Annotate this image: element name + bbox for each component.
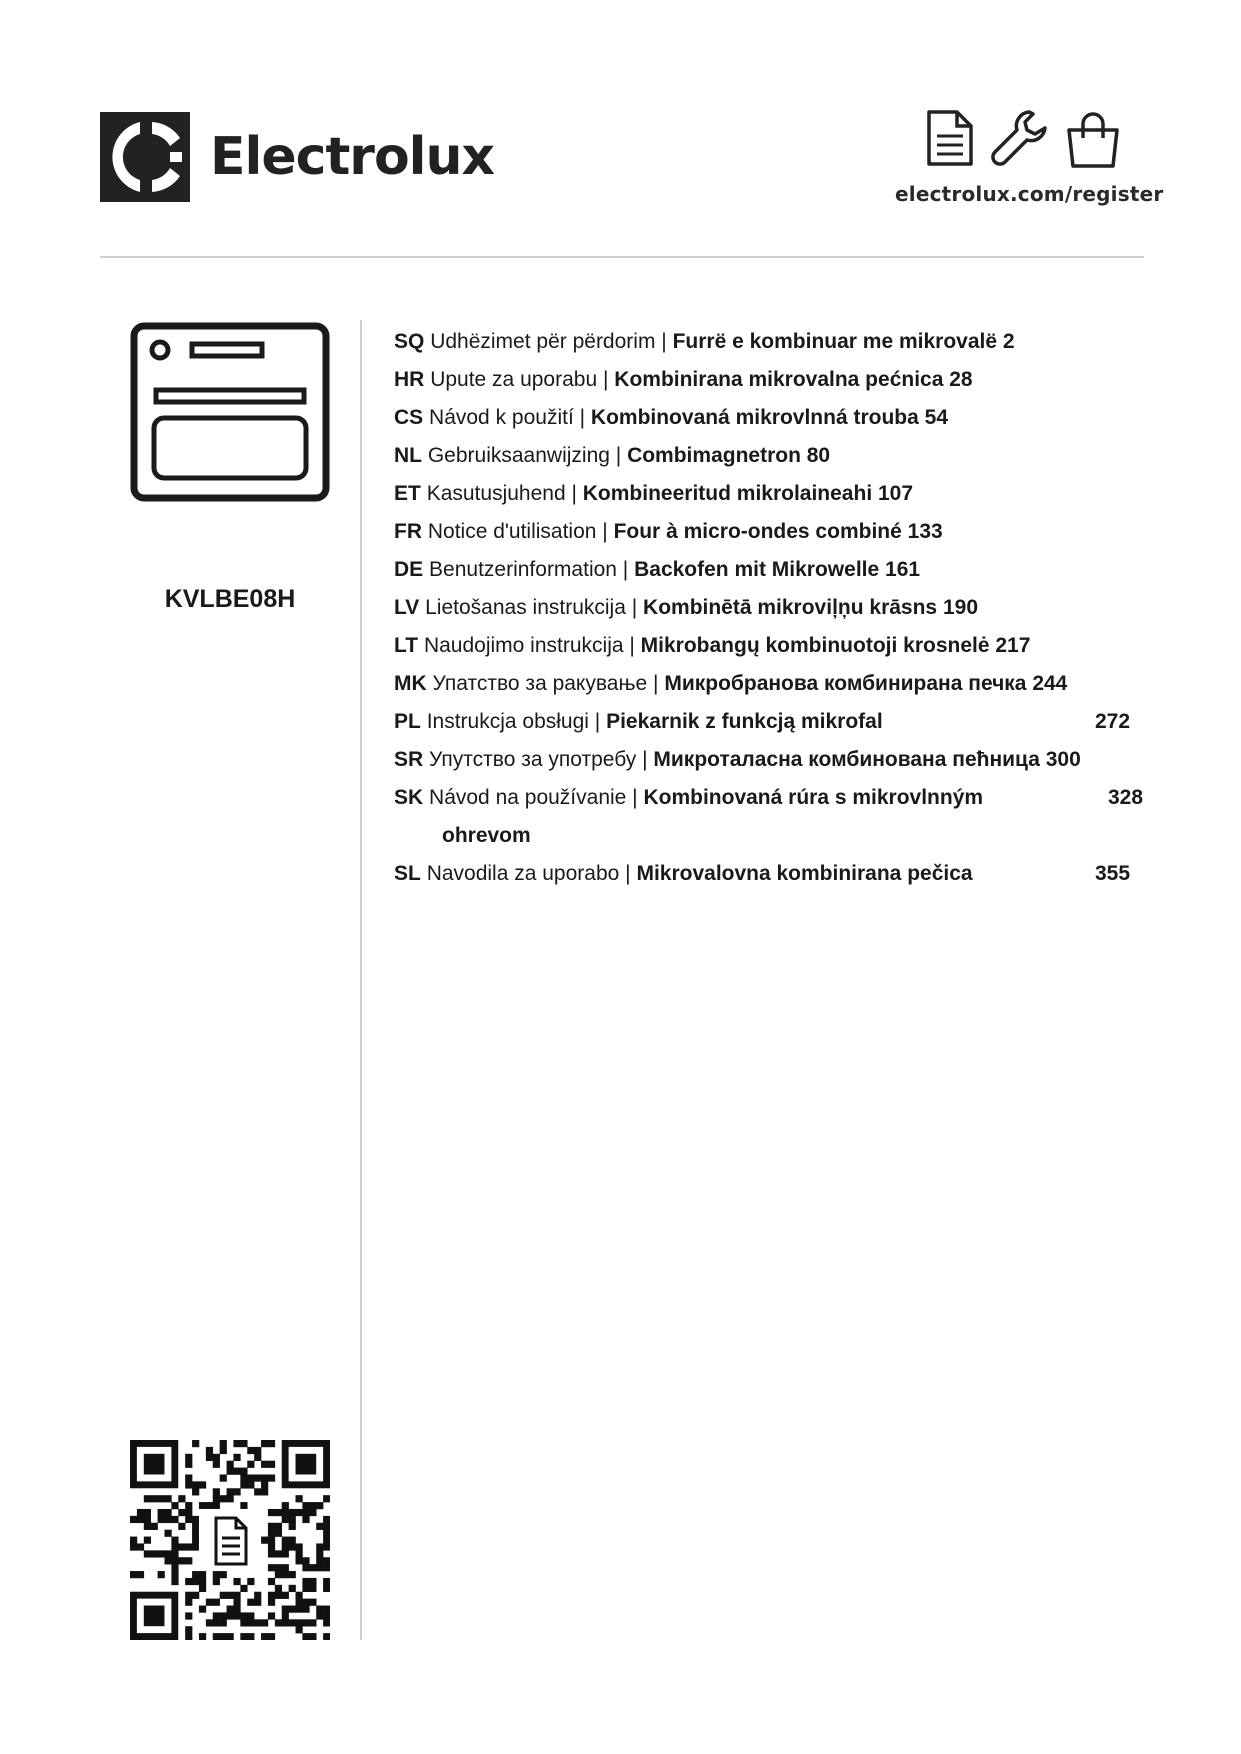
- page-number: 2: [1002, 330, 1015, 353]
- guide-name: Notice d'utilisation: [427, 520, 597, 543]
- language-code: DE: [394, 558, 424, 581]
- language-code: FR: [394, 520, 422, 543]
- wrench-icon: [989, 108, 1049, 168]
- page-number: 272: [1095, 710, 1131, 733]
- page-number: 28: [949, 368, 973, 391]
- toc-item-lv[interactable]: LV Lietošanas instrukcija | Kombinētā mikroviļņu krāsns 190: [394, 596, 979, 619]
- product-title: Kombineeritud mikrolaineahi: [582, 482, 873, 505]
- language-code: SQ: [394, 330, 425, 353]
- guide-name: Benutzerinformation: [429, 558, 617, 581]
- register-block: [895, 108, 1164, 206]
- column-divider: [360, 320, 362, 1640]
- toc-item-de[interactable]: DE Benutzerinformation | Backofen mit Mikrowelle 161: [394, 558, 921, 581]
- page-number: 107: [878, 482, 914, 505]
- guide-name: Navodila za uporabo: [426, 862, 620, 885]
- toc-item-sr[interactable]: SR Упутство за употребу | Микроталасна комбинована пећница 300: [394, 748, 1081, 771]
- page-number: 190: [942, 596, 979, 619]
- toc-item-sq[interactable]: SQ Udhëzimet për përdorim | Furrë e kombinuar me mikrovalë 2: [394, 330, 1015, 353]
- product-title: Piekarnik z funkcją mikrofal: [606, 710, 883, 733]
- toc-item-cs[interactable]: CS Návod k použití | Kombinovaná mikrovlnná trouba 54: [394, 406, 948, 429]
- page-number: 54: [924, 406, 948, 429]
- product-title: Kombinovaná rúra s mikrovlnným: [643, 786, 984, 809]
- toc-item-sk[interactable]: SK Návod na používanie | Kombinovaná rúra s mikrovlnným 328 ohrevom: [394, 779, 1154, 855]
- language-code: HR: [394, 368, 425, 391]
- brand-name: Electrolux: [210, 127, 495, 187]
- product-title: Kombinētā mikroviļņu krāsns: [643, 596, 938, 619]
- guide-name: Návod na používanie: [429, 786, 627, 809]
- toc-item-pl[interactable]: PL Instrukcja obsługi | Piekarnik z funkcją mikrofal 272: [394, 703, 1154, 741]
- language-code: SR: [394, 748, 424, 771]
- page-number: 244: [1032, 672, 1068, 695]
- language-code: PL: [394, 710, 421, 733]
- language-code: SK: [394, 786, 424, 809]
- toc-item-lt[interactable]: LT Naudojimo instrukcija | Mikrobangų kombinuotoji krosnelė 217: [394, 634, 1031, 657]
- product-title: Mikrovalovna kombinirana pečica: [636, 862, 973, 885]
- language-code: CS: [394, 406, 424, 429]
- product-title: Backofen mit Mikrowelle: [634, 558, 880, 581]
- product-title: Combimagnetron: [627, 444, 801, 467]
- page-number: 133: [907, 520, 943, 543]
- toc-item-nl[interactable]: NL Gebruiksaanwijzing | Combimagnetron 80: [394, 444, 831, 467]
- brand-logo: [100, 112, 494, 202]
- language-code: LT: [394, 634, 419, 657]
- document-icon: [925, 108, 975, 168]
- product-title-continued: ohrevom: [442, 824, 531, 847]
- language-code: NL: [394, 444, 422, 467]
- header-divider: [100, 256, 1144, 258]
- guide-name: Udhëzimet për përdorim: [430, 330, 656, 353]
- page-number: 300: [1045, 748, 1081, 771]
- toc-item-sl[interactable]: SL Navodila za uporabo | Mikrovalovna kombinirana pečica 355: [394, 855, 1154, 893]
- shopping-bag-icon: [1063, 108, 1123, 170]
- product-title: Mikrobangų kombinuotoji krosnelė: [640, 634, 990, 657]
- product-title: Микробранова комбинирана печка: [664, 672, 1027, 695]
- product-title: Furrë e kombinuar me mikrovalë: [672, 330, 998, 353]
- guide-name: Gebruiksaanwijzing: [427, 444, 610, 467]
- guide-name: Упутство за употребу: [429, 748, 637, 771]
- language-code: ET: [394, 482, 421, 505]
- qr-code[interactable]: [130, 1440, 330, 1640]
- toc-item-fr[interactable]: FR Notice d'utilisation | Four à micro-ondes combiné 133: [394, 520, 943, 543]
- toc-item-et[interactable]: ET Kasutusjuhend | Kombineeritud mikrolaineahi 107: [394, 482, 914, 505]
- register-url[interactable]: electrolux.com/register: [895, 182, 1164, 206]
- guide-name: Упатство за ракување: [432, 672, 648, 695]
- guide-name: Lietošanas instrukcija: [425, 596, 626, 619]
- toc-item-mk[interactable]: MK Упатство за ракување | Микробранова комбинирана печка 244: [394, 672, 1068, 695]
- page-number: 328: [1108, 786, 1144, 809]
- page-number: 355: [1095, 862, 1131, 885]
- toc-item-hr[interactable]: HR Upute za uporabu | Kombinirana mikrovalna pećnica 28: [394, 368, 973, 391]
- product-title: Микроталасна комбинована пећница: [653, 748, 1040, 771]
- page-number: 80: [806, 444, 831, 467]
- guide-name: Upute za uporabu: [430, 368, 598, 391]
- language-code: SL: [394, 862, 421, 885]
- page-number: 217: [995, 634, 1031, 657]
- guide-name: Naudojimo instrukcija: [423, 634, 624, 657]
- language-code: MK: [394, 672, 427, 695]
- table-of-contents: [394, 323, 1154, 893]
- electrolux-logo-icon: [100, 112, 190, 202]
- product-title: Four à micro-ondes combiné: [613, 520, 902, 543]
- model-number: KVLBE08H: [164, 585, 296, 613]
- oven-icon: [130, 322, 330, 502]
- product-title: Kombinirana mikrovalna pećnica: [614, 368, 944, 391]
- guide-name: Instrukcja obsługi: [426, 710, 589, 733]
- page-number: 161: [885, 558, 921, 581]
- product-title: Kombinovaná mikrovlnná trouba: [590, 406, 919, 429]
- guide-name: Návod k použití: [429, 406, 574, 429]
- language-code: LV: [394, 596, 420, 619]
- guide-name: Kasutusjuhend: [426, 482, 566, 505]
